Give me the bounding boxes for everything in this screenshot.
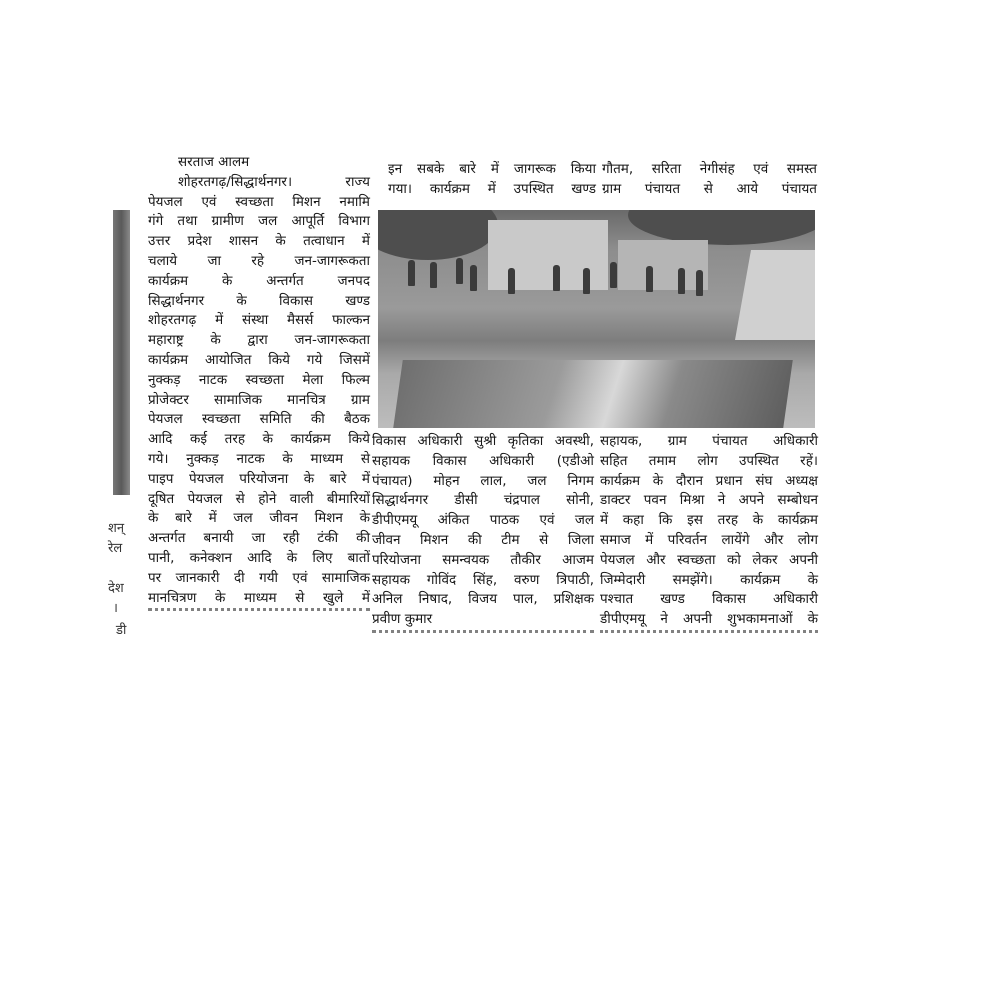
article-column-3-top bbox=[602, 160, 817, 200]
cut-off-line bbox=[148, 608, 370, 619]
text-line: जीवन मिशन की टीम से जिला bbox=[372, 531, 594, 548]
text-line: अन्तर्गत बनायी जा रही टंकी की bbox=[148, 530, 370, 547]
text-line: पेयजल और स्वच्छता को लेकर अपनी bbox=[600, 551, 818, 568]
text-line: महाराष्ट्र के द्वारा जन-जागरूकता bbox=[148, 332, 370, 349]
text-line: कार्यक्रम के अन्तर्गत जनपद bbox=[148, 272, 370, 289]
text-line: पेयजल एवं स्वच्छता मिशन नमामि bbox=[148, 193, 370, 210]
margin-fragment: डी bbox=[116, 623, 127, 638]
text-line: प्रवीण कुमार bbox=[372, 611, 433, 628]
margin-fragment: । bbox=[113, 601, 118, 616]
text-line: पश्चात खण्ड विकास अधिकारी bbox=[600, 591, 818, 608]
text-line: शोहरतगढ़ में संस्था मैसर्स फाल्कन bbox=[148, 312, 370, 329]
text-line: गंगे तथा ग्रामीण जल आपूर्ति विभाग bbox=[148, 213, 370, 230]
cut-off-line bbox=[372, 630, 594, 641]
text-line: दूषित पेयजल से होने वाली बीमारियों bbox=[148, 490, 370, 507]
text-line: डीपीएमयू अंकित पाठक एवं जल bbox=[372, 512, 594, 529]
text-line: सिद्धार्थनगर के विकास खण्ड bbox=[148, 292, 370, 309]
text-line: सिद्धार्थनगर डीसी चंद्रपाल सोनी, bbox=[372, 492, 594, 509]
text-line: कार्यक्रम के दौरान प्रधान संघ अध्यक्ष bbox=[600, 472, 818, 489]
text-line: नुक्कड़ नाटक स्वच्छता मेला फिल्म bbox=[148, 371, 370, 388]
text-line: गये। नुक्कड़ नाटक के माध्यम से bbox=[148, 450, 370, 467]
text-line: अनिल निषाद, विजय पाल, प्रशिक्षक bbox=[372, 591, 594, 608]
text-line: में कहा कि इस तरह के कार्यक्रम bbox=[600, 512, 818, 529]
cut-off-line bbox=[600, 630, 818, 641]
text-line: पर जानकारी दी गयी एवं सामाजिक bbox=[148, 569, 370, 586]
margin-fragment: रेल bbox=[108, 541, 123, 556]
text-line: परियोजना समन्वयक तौकीर आजम bbox=[372, 551, 594, 568]
text-line: इन सबके बारे में जागरूक किया bbox=[388, 161, 596, 177]
text-line: पंचायत) मोहन लाल, जल निगम bbox=[372, 472, 594, 489]
text-line: गौतम, सरिता नेगीसंह एवं समस्त bbox=[602, 161, 817, 177]
text-line: प्रोजेक्टर सामाजिक मानचित्र ग्राम bbox=[148, 391, 370, 408]
text-line: समाज में परिवर्तन लायेंगे और लोग bbox=[600, 531, 818, 548]
text-line: मानचित्रण के माध्यम से खुले में bbox=[148, 589, 370, 606]
article-column-1 bbox=[148, 153, 370, 619]
text-line: पेयजल स्वच्छता समिति की बैठक bbox=[148, 411, 370, 428]
text-line: पाइप पेयजल परियोजना के बारे में bbox=[148, 470, 370, 487]
byline: सरताज आलम bbox=[178, 154, 250, 170]
text-line: पानी, कनेक्शन आदि के लिए बातों bbox=[148, 549, 370, 566]
text-line: के बारे में जल जीवन मिशन के bbox=[148, 510, 370, 527]
margin-fragment: शन् bbox=[108, 521, 125, 536]
article-column-3 bbox=[600, 432, 818, 641]
text-line: शोहरतगढ़/सिद्धार्थनगर। राज्य bbox=[178, 173, 370, 190]
text-line: उत्तर प्रदेश शासन के तत्वाधान में bbox=[148, 233, 370, 250]
text-line: चलाये जा रहे जन-जागरूकता bbox=[148, 252, 370, 269]
margin-fragment: देश bbox=[108, 581, 124, 596]
event-photo bbox=[378, 210, 815, 428]
text-line: कार्यक्रम आयोजित किये गये जिसमें bbox=[148, 351, 370, 368]
article-column-2-top bbox=[388, 160, 596, 200]
text-line: सहायक, ग्राम पंचायत अधिकारी bbox=[600, 433, 818, 449]
text-line: सहायक विकास अधिकारी (एडीओ bbox=[372, 452, 594, 469]
article-column-2 bbox=[372, 432, 594, 641]
text-line: जिम्मेदारी समझेंगे। कार्यक्रम के bbox=[600, 571, 818, 588]
adjacent-clipping-edge bbox=[113, 210, 130, 495]
text-line: गया। कार्यक्रम में उपस्थित खण्ड bbox=[388, 180, 596, 197]
text-line: आदि कई तरह के कार्यक्रम किये bbox=[148, 431, 370, 448]
text-line: डीपीएमयू ने अपनी शुभकामनाओं के bbox=[600, 611, 818, 628]
text-line: ग्राम पंचायत से आये पंचायत bbox=[602, 180, 817, 197]
text-line: सहित तमाम लोग उपस्थित रहें। bbox=[600, 452, 818, 469]
text-line: विकास अधिकारी सुश्री कृतिका अवस्थी, bbox=[372, 433, 594, 449]
text-line: सहायक गोविंद सिंह, वरुण त्रिपाठी, bbox=[372, 571, 594, 588]
text-line: डाक्टर पवन मिश्रा ने अपने सम्बोधन bbox=[600, 492, 818, 509]
